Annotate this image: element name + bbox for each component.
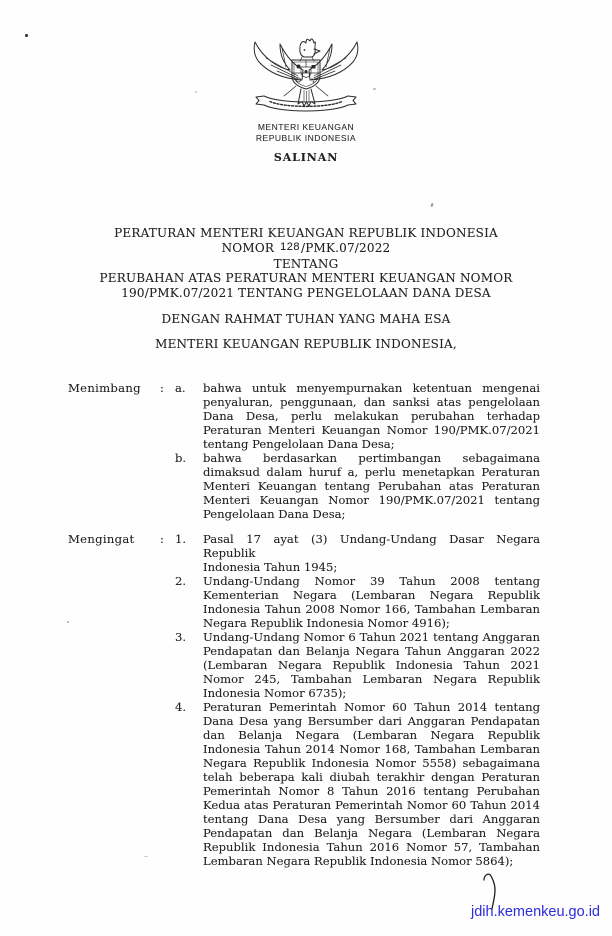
consideration-item-a <box>175 381 540 451</box>
item-text: bahwa untuk menyempurnakan ketentuan mengenai penyaluran, penggunaan, dan sanksi atas pengelolaan Dana Desa, perlu melakukan perubahan terhadap Peraturan Menteri Keuangan Nomor 190/PMK.07/2021 tentang Pengelolaan Dana Desa; <box>203 381 540 451</box>
authority-line: MENTERI KEUANGAN REPUBLIK INDONESIA, <box>155 337 457 351</box>
item-marker: 4. <box>175 700 187 714</box>
garuda-pancasila-emblem-icon <box>250 36 362 118</box>
jdih-website-link[interactable]: jdih.kemenkeu.go.id <box>471 904 600 920</box>
regulation-title <box>0 226 612 301</box>
item-text: bahwa berdasarkan pertimbangan sebagaimana dimaksud dalam huruf a, perlu menetapkan Peraturan Menteri Keuangan tentang Perubahan atas Peraturan Menteri Keuangan Nomor 190/PMK.07/2021 tentang Pengelolaan Dana Desa; <box>203 451 540 521</box>
legal-basis-item-1 <box>175 532 540 574</box>
title-line-1: PERATURAN MENTERI KEUANGAN REPUBLIK INDONESIA <box>114 226 498 240</box>
item-marker: 2. <box>175 574 187 588</box>
ministry-name-line2: REPUBLIK INDONESIA <box>255 133 357 143</box>
item-text: Undang-Undang Nomor 39 Tahun 2008 tentang Kementerian Negara (Lembaran Negara Republik Indonesia Tahun 2008 Nomor 166, Tambahan Lembaran Negara Republik Indonesia Nomor 4916); <box>203 574 540 630</box>
item-marker: 3. <box>175 630 187 644</box>
item-marker: a. <box>175 381 186 395</box>
regulation-body <box>68 381 540 868</box>
menimbang-label: Menimbang <box>68 381 141 395</box>
menimbang-colon: : <box>160 381 164 395</box>
legal-basis-item-4 <box>175 700 540 868</box>
mengingat-section <box>68 532 540 868</box>
scan-speck <box>431 203 434 207</box>
ministry-name-line1: MENTERI KEUANGAN <box>257 122 355 132</box>
title-subject-line-1: PERUBAHAN ATAS PERATURAN MENTERI KEUANGAN NOMOR <box>99 271 513 286</box>
item-marker: b. <box>175 451 187 465</box>
title-nomor-line: NOMOR 128/PMK.07/2022 <box>221 240 391 255</box>
item-text: Undang-Undang Nomor 6 Tahun 2021 tentang Anggaran Pendapatan dan Belanja Negara Tahun Anggaran 2022 (Lembaran Negara Republik Indonesia Tahun 2021 Nomor 245, Tambahan Lembaran Negara Republik Indonesia Nomor 6735); <box>203 630 540 700</box>
title-subject-line-2: 190/PMK.07/2021 TENTANG PENGELOLAAN DANA DESA <box>121 286 491 301</box>
invocation-line: DENGAN RAHMAT TUHAN YANG MAHA ESA <box>161 312 451 326</box>
mengingat-label: Mengingat <box>68 532 135 546</box>
copy-stamp-label: SALINAN <box>273 151 339 164</box>
letterhead <box>0 36 612 164</box>
title-tentang: TENTANG <box>273 256 339 271</box>
item-text: Peraturan Pemerintah Nomor 60 Tahun 2014 tentang Dana Desa yang Bersumber dari Anggaran Pendapatan dan Belanja Negara (Lembaran Negara Republik Indonesia Tahun 2014 Nomor 168, Tambahan Lembaran Negara Republik Indonesia Nomor 5558) sebagaimana telah beberapa kali diubah terakhir dengan Peraturan Pemerintah Nomor 8 Tahun 2016 tentang Perubahan Kedua atas Peraturan Pemerintah Nomor 60 Tahun 2014 tentang Dana Desa yang Bersumber dari Anggaran Pendapatan dan Belanja Negara (Lembaran Negara Republik Indonesia Tahun 2016 Nomor 57, Tambahan Lembaran Negara Republik Indonesia Nomor 5864); <box>203 700 540 868</box>
menimbang-section <box>68 381 540 521</box>
regulation-number: 128 <box>280 241 300 254</box>
mengingat-colon: : <box>160 532 164 546</box>
legal-basis-item-3 <box>175 630 540 700</box>
item-marker: 1. <box>175 532 187 546</box>
legal-basis-item-2 <box>175 574 540 630</box>
item-text: Pasal 17 ayat (3) Undang-Undang Dasar Negara Republik Indonesia Tahun 1945; <box>203 532 540 574</box>
consideration-item-b <box>175 451 540 521</box>
